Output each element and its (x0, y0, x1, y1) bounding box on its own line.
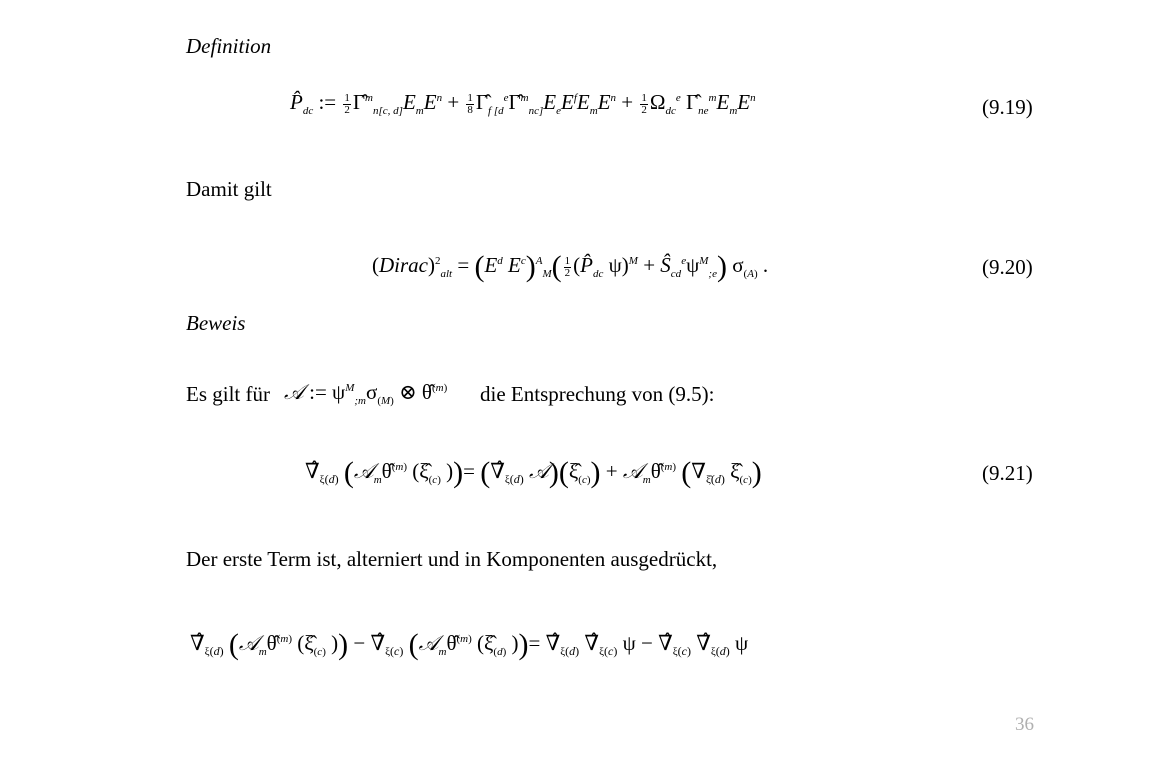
page-number: 36 (1015, 714, 1034, 735)
equation-9-21: $\nablâ_{\xi(d)}$ (𝒜$_m$θ̂$^{(m)}$ ($\xî_{(c)}$ ))= ($\nablâ_{\xi(d)}$ $𝒜)(\xî_{(c)})$ + 𝒜$_m$θ̂$^{(m)}$ ($\nabla_{\xî(d)}$ $\xî_{(c)}$) (305, 456, 762, 489)
damit-gilt-text: Damit gilt (186, 177, 272, 201)
equation-number-9-19: (9.19) (982, 95, 1033, 119)
definition-heading: Definition (186, 34, 272, 58)
equation-number-9-20: (9.20) (982, 255, 1033, 279)
equation-9-20: (Dirac)$^2_{alt}$ = ($E^d$ $E^c)^A_M$( $\frac{1}{2}$ ($P̂_{dc}$ $\psi)^M + Ŝ_{cd}^e\psi^M_{;e}$) $\sigma_{(A)}$ . (372, 250, 769, 283)
der-erste-term-text: Der erste Term ist, alterniert und in Komponenten ausgedrückt, (186, 547, 718, 571)
beweis-heading: Beweis (186, 311, 246, 335)
inline-definition-A: 𝒜 := $\psi^M_{;m}\sigma_{(M)}$ ⊗ θ̂$^{(m)}$ (284, 380, 448, 408)
equation-9-19: $P̂_{dc}$ := $\frac{1}{2}$ $\Gammâ^m_{n[c, d]}E_mE^n$ + $\frac{1}{8}$ $\Gammâ_{f [d}^e\Gammâ^m_{nc]}E_eE^fE_mE^n$ + $\frac{1}{2}$ $\Omega_{dc}^e$ $\Gammâ_{ne}^mE_mE^n$ (290, 90, 756, 118)
equation-components: $\nablâ_{\xi(d)}$ (𝒜$_m$θ̂$^{(m)}$ ($\xî_{(c)}$ )) − $\nablâ_{\xi(c)}$ (𝒜$_m$θ̂$^{(m)}$ ($\xî_{(d)}$ ))= $\nablâ_{\xi(d)}$ $\nablâ_{\xi(c)}$ $\psi - \nablâ_{\xi(c)}$ $\nablâ_{\xi(d)}$ ψ (190, 628, 749, 661)
es-gilt-text: Es gilt für (186, 382, 270, 406)
equation-number-9-21: (9.21) (982, 461, 1033, 485)
entsprechung-text: die Entsprechung von (9.5): (480, 382, 715, 406)
